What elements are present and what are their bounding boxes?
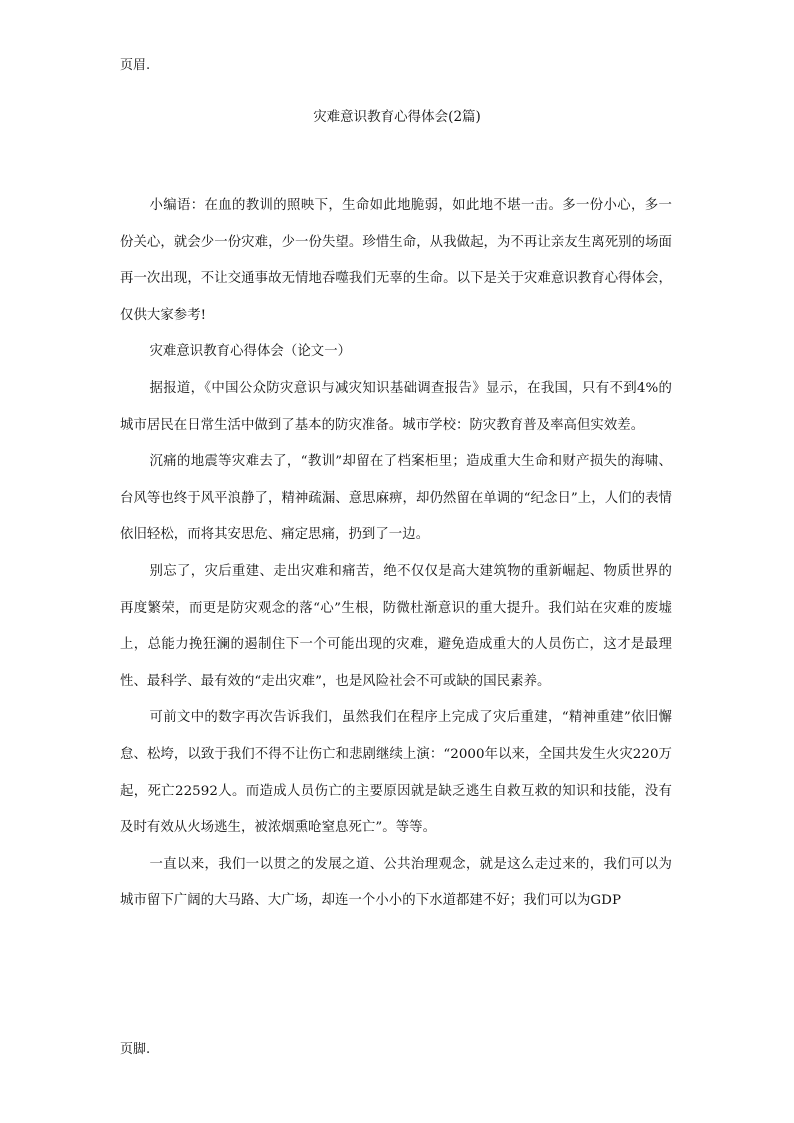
section-heading: 灾难意识教育心得体会（论文一）: [149, 344, 352, 360]
paragraph: 别忘了，灾后重建、走出灾难和痛苦，绝不仅仅是高大建筑物的重新崛起、物质世界的再度繁荣，而更是防灾观念的落“心”生根，防微杜渐意识的重大提升。我们站在灾难的废墟上，总能力挽狂澜的遏制住下一个可能出现的灾难，避免造成重大的人员伤亡，这才是最理性、最科学、最有效的“走出灾难”，也是风险社会不可或缺的国民素养。: [120, 563, 672, 689]
paragraph: 沉痛的地震等灾难去了，“教训”却留在了档案柜里；造成重大生命和财产损失的海啸、台风等也终于风平浪静了，精神疏漏、意思麻痹，却仍然留在单调的“纪念日”上，人们的表情依旧轻松，而将其安思危、痛定思痛，扔到了一边。: [120, 454, 672, 543]
paragraph: 一直以来，我们一以贯之的发展之道、公共治理观念，就是这么走过来的，我们可以为城市留下广阔的大马路、大广场，却连一个小小的下水道都建不好；我们可以为GDP: [120, 856, 672, 909]
document-title: 灾难意识教育心得体会(2篇): [313, 109, 481, 125]
page-footer: 页脚.: [120, 1042, 151, 1057]
page-header: 页眉.: [120, 58, 151, 73]
paragraph-intro: 小编语：在血的教训的照映下，生命如此地脆弱，如此地不堪一击。多一份小心，多一份关心，就会少一份灾难，少一份失望。珍惜生命，从我做起，为不再让亲友生离死别的场面再一次出现，不让交通事故无情地吞噬我们无辜的生命。以下是关于灾难意识教育心得体会，仅供大家参考!: [120, 198, 672, 323]
paragraph: 可前文中的数字再次告诉我们，虽然我们在程序上完成了灾后重建，“精神重建”依旧懈怠、松垮，以致于我们不得不让伤亡和悲剧继续上演：“2000年以来，全国共发生火灾220万起，死亡22592人。而造成人员伤亡的主要原因就是缺乏逃生自救互救的知识和技能，没有及时有效从火场逃生，被浓烟熏呛窒息死亡”。等等。: [120, 710, 672, 836]
document-body: [120, 188, 672, 920]
paragraph: 据报道，《中国公众防灾意识与减灾知识基础调查报告》显示，在我国，只有不到4%的城市居民在日常生活中做到了基本的防灾准备。城市学校：防灾教育普及率高但实效差。: [120, 380, 672, 433]
